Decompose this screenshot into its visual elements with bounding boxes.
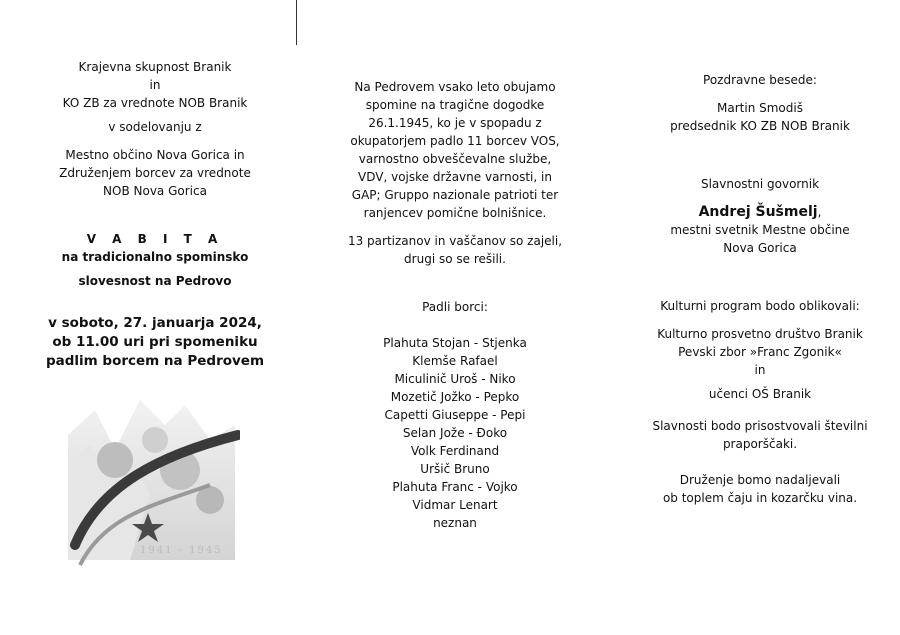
left-panel: [40, 58, 270, 371]
middle-panel: [330, 78, 580, 532]
intro-line: spomine na tragične dogodke: [365, 98, 545, 112]
closing-note: ob toplem čaju in kozarčku vina.: [662, 491, 858, 505]
fallen-name: Miculinič Uroš - Niko: [394, 372, 516, 386]
fallen-name: Plahuta Stojan - Stjenka: [383, 336, 527, 350]
greeting-heading: Pozdravne besede:: [703, 73, 817, 87]
speaker-name: Andrej Šušmelj: [698, 204, 818, 220]
intro-line: GAP; Gruppo nazionale patrioti ter: [351, 188, 559, 202]
speaker-role: mestni svetnik Mestne občine: [670, 223, 850, 237]
fallen-name: Plahuta Franc - Vojko: [392, 480, 518, 494]
attendance-note: praporščaki.: [722, 437, 798, 451]
event-date: v soboto, 27. januarja 2024,: [48, 315, 262, 331]
speaker-comma: ,: [817, 205, 822, 219]
event-time-place: ob 11.00 uri pri spomeniku: [52, 334, 258, 350]
greeting-role: predsednik KO ZB NOB Branik: [670, 119, 850, 133]
intro-line: VDV, vojske državne varnosti, in: [358, 170, 552, 184]
event-place: padlim borcem na Pedrovem: [45, 353, 265, 369]
intro-line: Na Pedrovem vsako leto obujamo: [354, 80, 556, 94]
intro-line: 26.1.1945, ko je v spopadu z: [368, 116, 542, 130]
program-heading: Kulturni program bodo oblikovali:: [660, 299, 860, 313]
fallen-name: Capetti Giuseppe - Pepi: [384, 408, 526, 422]
speaker-role: Nova Gorica: [723, 241, 797, 255]
fallen-name: Mozetič Jožko - Pepko: [390, 390, 520, 404]
fallen-name: Vidmar Lenart: [412, 498, 498, 512]
cooperation-partner: Mestno občino Nova Gorica in: [65, 148, 245, 162]
fallen-name: Klemše Rafael: [412, 354, 498, 368]
intro-line: varnostno obveščevalne službe,: [358, 152, 552, 166]
partisans-line: 13 partizanov in vaščanov so zajeli,: [347, 234, 563, 248]
cooperation-partner: NOB Nova Gorica: [103, 184, 207, 198]
organizer-line: Krajevna skupnost Branik: [78, 60, 232, 74]
speaker-line: [640, 203, 880, 221]
partisans-paragraph: [330, 232, 580, 268]
closing-note: Druženje bomo nadaljevali: [679, 473, 841, 487]
organizer-conjunction: in: [149, 78, 161, 92]
cooperation-partner: Združenjem borcev za vrednote: [59, 166, 251, 180]
intro-line: ranjencev pomične bolnišnice.: [363, 206, 547, 220]
intro-line: okupatorjem padlo 11 borcev VOS,: [350, 134, 560, 148]
cooperation-label: v sodelovanju z: [108, 120, 202, 134]
intro-paragraph: [330, 78, 580, 222]
fallen-name: Volk Ferdinand: [410, 444, 500, 458]
fallen-name: Selan Jože - Đoko: [402, 426, 508, 440]
program-conjunction: in: [754, 363, 766, 377]
fallen-list: [330, 334, 580, 532]
invitation-subtitle: slovesnost na Pedrovo: [78, 274, 232, 288]
memorial-logo: [60, 395, 240, 570]
program-performer: Pevski zbor »Franc Zgonik«: [678, 345, 842, 359]
speaker-heading: Slavnostni govornik: [700, 177, 820, 191]
fold-mark: [296, 0, 297, 45]
fallen-heading: Padli borci:: [422, 300, 488, 314]
program-performer: učenci OŠ Branik: [708, 387, 812, 401]
partisans-line: drugi so se rešili.: [404, 252, 506, 266]
attendance-note: Slavnosti bodo prisostvovali številni: [652, 419, 868, 433]
fallen-name: neznan: [433, 516, 477, 530]
greeting-name: Martin Smodiš: [717, 101, 803, 115]
invitation-title: V A B I T A: [86, 232, 224, 246]
invitation-subtitle: na tradicionalno spominsko: [61, 250, 249, 264]
program-performer: Kulturno prosvetno društvo Branik: [657, 327, 863, 341]
fallen-name: Uršič Bruno: [420, 462, 490, 476]
logo-years: 1941 - 1945: [140, 545, 223, 556]
organizer-line: KO ZB za vrednote NOB Branik: [62, 96, 248, 110]
right-panel: [640, 71, 880, 507]
